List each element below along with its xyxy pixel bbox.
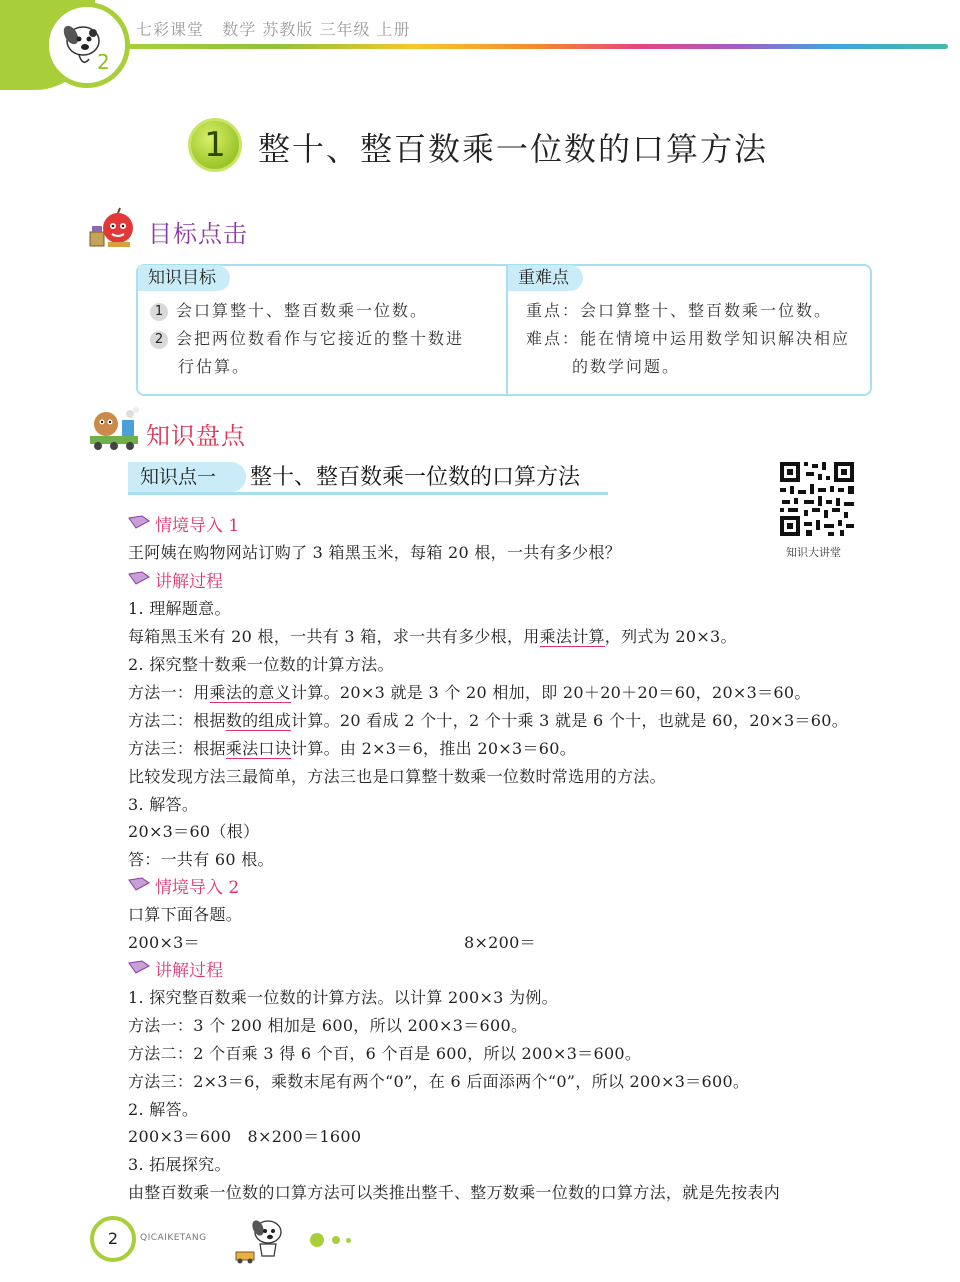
step-line [128,624,737,647]
text-segment: 方法一：用 [128,683,210,702]
book-tag-icon [128,960,150,974]
underlined-term: 乘法的意义 [209,683,292,702]
review-heading: 知识盘点 [146,422,246,450]
scenario-label: 情境导入 [155,516,223,536]
equation-line: 20×3＝60（根） [128,822,260,841]
method-line: 方法一：3 个 200 相加是 600，所以 200×3＝600。 [128,1016,528,1035]
goals-heading: 目标点击 [148,220,248,248]
key-point-line: 重点：会口算整十、整百数乘一位数。 [526,301,833,320]
dog-mascot-icon [232,1212,292,1264]
difficulty-line: 难点：能在情境中运用数学知识解决相应 [526,329,851,348]
page-number: 2 [90,1216,136,1262]
knowledge-point-rule [128,492,608,495]
train-mascot-icon [88,406,140,452]
lesson-title: 整十、整百数乘一位数的口算方法 [258,130,769,168]
dog-mascot-icon [49,7,125,83]
knowledge-goals-tab: 知识目标 [138,265,230,291]
explanation-heading: 讲解过程 [155,961,223,981]
text-segment: 方法三：根据 [128,739,226,758]
scenario-problem: 王阿姨在购物网站订购了 3 箱黑玉米，每箱 20 根，一共有多少根？ [128,543,622,562]
answer-line: 答：一共有 60 根。 [128,850,274,869]
book-name: 数学 苏教版 三年级 上册 [222,20,411,39]
text-segment: 方法二：根据 [128,711,226,730]
difficulty-line-continued: 的数学问题。 [572,357,681,376]
question-2: 8×200＝ [464,933,536,952]
knowledge-point-title: 整十、整百数乘一位数的口算方法 [250,465,581,490]
method-line: 方法三：2×3＝6，乘数末尾有两个“0”，在 6 后面添两个“0”，所以 200×3＝600。 [128,1072,750,1091]
equation-line: 200×3＝600 8×200＝1600 [128,1127,362,1146]
step-line: 1. 理解题意。 [128,599,231,618]
extension-line: 由整百数乘一位数的口算方法可以类推出整千、整万数乘一位数的口算方法，就是先按表内 [128,1183,781,1202]
goal-number: 2 [150,331,168,349]
question-1: 200×3＝ [128,933,200,952]
text-segment: 计算。20×3 就是 3 个 20 相加，即 20＋20＋20＝60，20×3＝60。 [291,683,811,702]
text-segment: 计算。由 2×3＝6，推出 20×3＝60。 [291,739,577,758]
key-points-tab: 重难点 [508,265,583,291]
method-line [128,680,811,703]
underlined-term: 乘法计算 [539,627,605,646]
task-line: 口算下面各题。 [128,905,243,924]
method-line [128,736,576,759]
goal-item [150,326,464,349]
mascot-badge [44,2,130,88]
scenario-number: 1 [228,516,240,536]
book-tag-icon [128,571,150,585]
step-line: 2. 探究整十数乘一位数的计算方法。 [128,655,394,674]
goal-text: 会把两位数看作与它接近的整十数进 [176,329,465,348]
scenario-heading [155,873,239,898]
knowledge-point-tab: 知识点一 [128,462,246,492]
apple-books-icon [88,206,138,248]
step-line: 1. 探究整百数乘一位数的计算方法。以计算 200×3 为例。 [128,988,558,1007]
underlined-term: 乘法口诀 [225,739,292,758]
goal-text-continued: 行估算。 [178,357,251,376]
goal-number: 1 [150,303,168,321]
step-line: 3. 解答。 [128,795,199,814]
scenario-number: 2 [228,878,240,898]
series-name: 七彩课堂 [136,20,205,39]
scenario-heading [155,511,239,536]
explanation-heading: 讲解过程 [155,572,223,592]
footer-brand: QICAIKETANG [140,1233,207,1243]
goal-text: 会口算整十、整百数乘一位数。 [176,301,429,320]
conclusion-line: 比较发现方法三最简单，方法三也是口算整十数乘一位数时常选用的方法。 [128,767,666,786]
goal-item [150,298,428,321]
qr-code-icon[interactable] [778,460,856,538]
book-tag-icon [128,515,150,529]
svg-text:2: 2 [97,50,110,74]
method-line [128,708,848,731]
lesson-number-badge: 1 [188,118,242,172]
method-line: 方法二：2 个百乘 3 得 6 个百，6 个百是 600，所以 200×3＝600。 [128,1044,642,1063]
header-title [136,17,411,40]
qr-caption: 知识大讲堂 [786,546,841,559]
underlined-term: 数的组成 [225,711,292,730]
scenario-label: 情境导入 [155,878,223,898]
book-tag-icon [128,877,150,891]
header-rule [128,44,948,49]
step-line: 2. 解答。 [128,1100,199,1119]
step-line: 3. 拓展探究。 [128,1155,231,1174]
text-segment: 每箱黑玉米有 20 根，一共有 3 箱，求一共有多少根，用 [128,627,540,646]
text-segment: 计算。20 看成 2 个十，2 个十乘 3 就是 6 个十，也就是 60，20×3＝60。 [291,711,849,730]
text-segment: ，列式为 20×3。 [604,627,737,646]
